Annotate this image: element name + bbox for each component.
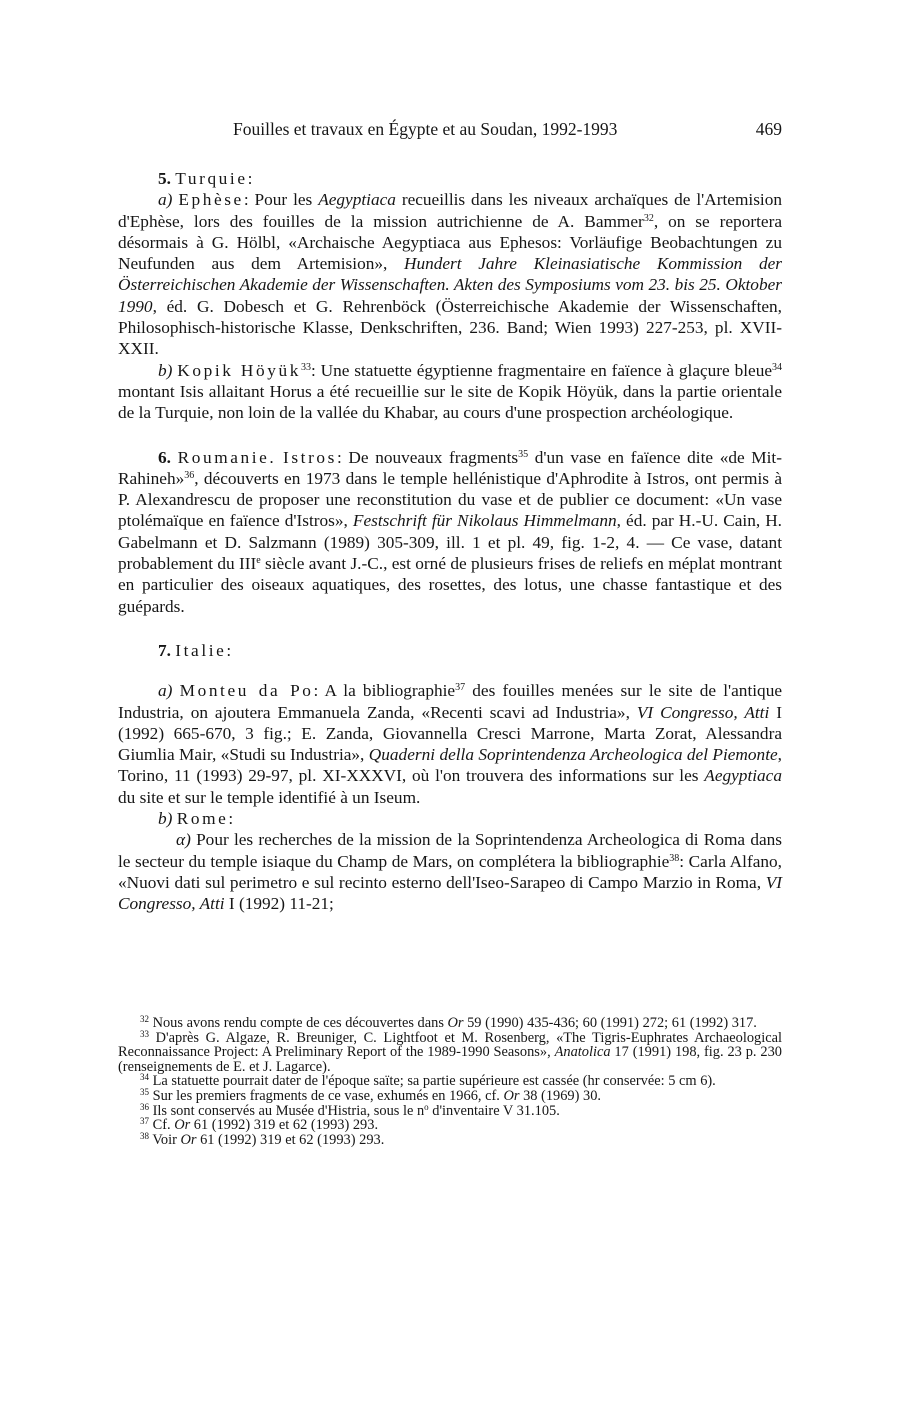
- text-run: Nous avons rendu compte de ces découvertes dans: [149, 1015, 448, 1031]
- footnote-ref: 34: [772, 361, 782, 373]
- text-run: D'après G. Algaze, R. Breuniger, C. Lightfoot et M. Rosenberg, «The Tigris-Euphrates Archaeological Reconnaissance Project: A Preliminary Report of the 1989-1990 Seasons»,: [118, 1029, 782, 1061]
- text-run: des fouilles menées sur le site de l'antique Industria, on ajoutera Emmanuela Zanda, «Recenti scavi ad Industria»,: [118, 681, 783, 722]
- section-title: Roumanie.: [177, 447, 277, 467]
- text-run: , Torino, 11 (1993) 29-97, pl. XI-XXXVI, où l'on trouvera des informations sur les: [118, 745, 782, 786]
- text-run: 59 (1990) 435-436; 60 (1991) 272; 61 (1992) 317.: [463, 1015, 757, 1031]
- italic-run: Hundert Jahre Kleinasiatische Kommission der Österreichischen Akademie der Wissenschaften. Akten des Symposiums vom 23. bis 25. Oktober 1990: [118, 254, 782, 316]
- footnote-number: 36: [140, 1101, 149, 1112]
- text-run: , éd. G. Dobesch et G. Rehrenböck (Österreichische Akademie der Wissenschaften, Philosophisch-historische Klasse, Denkschriften, 236. Band; Wien 1993) 227-253, pl. XVII-XXII.: [118, 296, 782, 359]
- paragraph-monteu-da-po: [118, 680, 782, 808]
- running-head-title: Fouilles et travaux en Égypte et au Soudan, 1992-1993: [233, 119, 618, 139]
- place-name: Ephèse: [178, 190, 244, 210]
- text-run: , éd. par H.-U. Cain, H. Gabelmann et D. Salzmann (1989) 305-309, ill. 1 et pl. 49, fig. 1-2, 4. — Ce vase, datant probablement du III: [118, 511, 783, 574]
- footnote-ref: 32: [643, 212, 654, 224]
- item-label: α): [176, 830, 191, 850]
- text-run: Sur les premiers fragments de ce vase, exhumés en 1966, cf.: [149, 1087, 504, 1104]
- paragraph-ephese: [118, 189, 782, 359]
- text-run: Ils sont conservés au Musée d'Histria, sous le n: [149, 1102, 425, 1119]
- section-heading-italie: [118, 640, 782, 661]
- text-run: 61 (1992) 319 et 62 (1993) 293.: [196, 1131, 385, 1148]
- section-title: Italie: [175, 640, 227, 660]
- item-label: a): [158, 190, 173, 210]
- text-run: : Une statuette égyptienne fragmentaire en faïence à glaçure bleue: [310, 360, 772, 380]
- text-run: , découverts en 1973 dans le temple hellénistique d'Aphrodite à Istros, ont permis à P. Alexandrescu de proposer une reconstitution du vase et de publier ce document: «Un vase ptolémaïque en faïence d'Istros»,: [118, 468, 782, 531]
- italic-run: Aegyptiaca: [704, 766, 782, 786]
- item-label: b): [158, 809, 173, 829]
- text-run: : A la bibliographie: [313, 681, 456, 701]
- footnote-number: 37: [140, 1116, 149, 1127]
- text-run: : Carla Alfano, «Nuovi dati sul perimetro e sul recinto esterno dell'Iseo-Sarapeo di Campo Marzio in Roma,: [118, 851, 782, 892]
- footnote-ref: 36: [184, 469, 195, 481]
- footnote-ref: 35: [518, 448, 529, 460]
- page-number: 469: [755, 119, 782, 139]
- place-name: Rome: [176, 809, 229, 829]
- text-run: , on se reportera désormais à G. Hölbl, «Archaische Aegyptiaca aus Ephesos: Vorläufige Beobachtungen zu Neufunden aus dem Artemision»,: [118, 211, 782, 274]
- text-run: recueillis dans les niveaux archaïques de l'Artemision d'Ephèse, lors des fouilles de la mission autrichienne de A. Bammer: [118, 190, 783, 231]
- section-title-punct: :: [247, 169, 253, 188]
- section-gap: [118, 661, 782, 680]
- text-run: 38 (1969) 30.: [519, 1087, 602, 1104]
- footnote-number: 33: [140, 1028, 149, 1039]
- paragraph-rome-alpha: [118, 829, 782, 914]
- place-name: Istros: [282, 447, 337, 467]
- footnote: [118, 1016, 782, 1031]
- section-number: 7.: [158, 640, 171, 660]
- italic-run: Anatolica: [554, 1044, 611, 1061]
- text-run: :: [228, 809, 234, 829]
- footnote: [118, 1028, 782, 1075]
- superscript: e: [256, 555, 261, 567]
- text-run: La statuette pourrait dater de l'époque saïte; sa partie supérieure est cassée (hr conservée: 5 cm 6).: [149, 1073, 716, 1090]
- italic-run: Or: [503, 1087, 520, 1104]
- place-name: Kopik Höyük: [177, 360, 301, 380]
- footnote-number: 32: [140, 1014, 149, 1024]
- text-run: d'un vase en faïence dite «de Mit-Rahineh»: [118, 447, 782, 488]
- footnotes: [118, 1016, 782, 1147]
- text-run: 17 (1991) 198, fig. 23 p. 230 (renseignements de E. et J. Lagarce).: [118, 1044, 782, 1075]
- text-run: d'inventaire V 31.105.: [428, 1102, 560, 1119]
- italic-run: VI Congresso, Atti: [636, 702, 770, 722]
- superscript: o: [424, 1101, 429, 1112]
- section-title-punct: :: [226, 640, 232, 660]
- footnote-ref: 38: [669, 852, 680, 864]
- text-run: 61 (1992) 319 et 62 (1993) 293.: [190, 1117, 379, 1134]
- text-run: I (1992) 11-21;: [224, 894, 334, 914]
- footnote: [118, 1130, 782, 1148]
- footnote-number: 34: [140, 1072, 149, 1083]
- footnote: [118, 1086, 782, 1104]
- running-head: [118, 117, 782, 141]
- text-run: I (1992) 665-670, 3 fig.; E. Zanda, Giovannella Cresci Marrone, Marta Zorat, Alessandra Giumlia Mair, «Studi su Industria»,: [118, 702, 782, 765]
- text-run: : De nouveaux fragments: [337, 447, 519, 467]
- section-number: 6.: [158, 447, 171, 467]
- footnote: [118, 1118, 782, 1133]
- place-name: Monteu da Po: [179, 681, 314, 701]
- footnote: [118, 1101, 782, 1119]
- text-run: du site et sur le temple identifié à un Iseum.: [118, 787, 421, 807]
- footnote-ref: 37: [455, 682, 466, 694]
- italic-run: Or: [447, 1015, 464, 1031]
- item-label: b): [158, 360, 173, 380]
- text-run: Pour les recherches de la mission de la Soprintendenza Archeologica di Roma dans le secteur du temple isiaque du Champ de Mars, on complétera la bibliographie: [118, 830, 782, 871]
- text-run: montant Isis allaitant Horus a été recueillie sur le site de Kopik Höyük, dans la partie orientale de la Turquie, non loin de la vallée du Khabar, au cours d'une prospection archéologique.: [118, 381, 782, 423]
- item-label: a): [158, 681, 173, 701]
- footnote: [118, 1074, 782, 1089]
- footnote-ref: 33: [300, 361, 311, 373]
- italic-run: Quaderni della Soprintendenza Archeologica del Piemonte: [368, 745, 778, 765]
- footnote-number: 35: [140, 1086, 149, 1097]
- section-gap: [118, 424, 782, 447]
- text-run: : Pour les: [243, 190, 319, 210]
- footnote-number: 38: [140, 1130, 149, 1141]
- italic-run: Aegyptiaca: [318, 190, 396, 210]
- section-heading-turquie: [118, 168, 782, 189]
- italic-run: Or: [174, 1117, 191, 1134]
- text-run: Voir: [149, 1131, 181, 1148]
- italic-run: Or: [180, 1131, 197, 1148]
- text-run: Cf.: [149, 1117, 175, 1134]
- italic-run: Festschrift für Nikolaus Himmelmann: [352, 511, 617, 531]
- text-run: siècle avant J.-C., est orné de plusieurs frises de reliefs en méplat montrant en particulier des oiseaux aquatiques, des rosettes, des lotus, une chasse fantastique et des guépards.: [118, 554, 783, 616]
- section-title: Turquie: [175, 169, 248, 188]
- section-number: 5.: [158, 169, 171, 188]
- body-text: [118, 168, 782, 915]
- paragraph-roumanie: [118, 447, 782, 617]
- section-gap: [118, 617, 782, 640]
- paragraph-kopik-hoyuk: [118, 360, 782, 424]
- paragraph-rome-heading: [118, 808, 782, 829]
- italic-run: VI Congresso, Atti: [118, 872, 782, 914]
